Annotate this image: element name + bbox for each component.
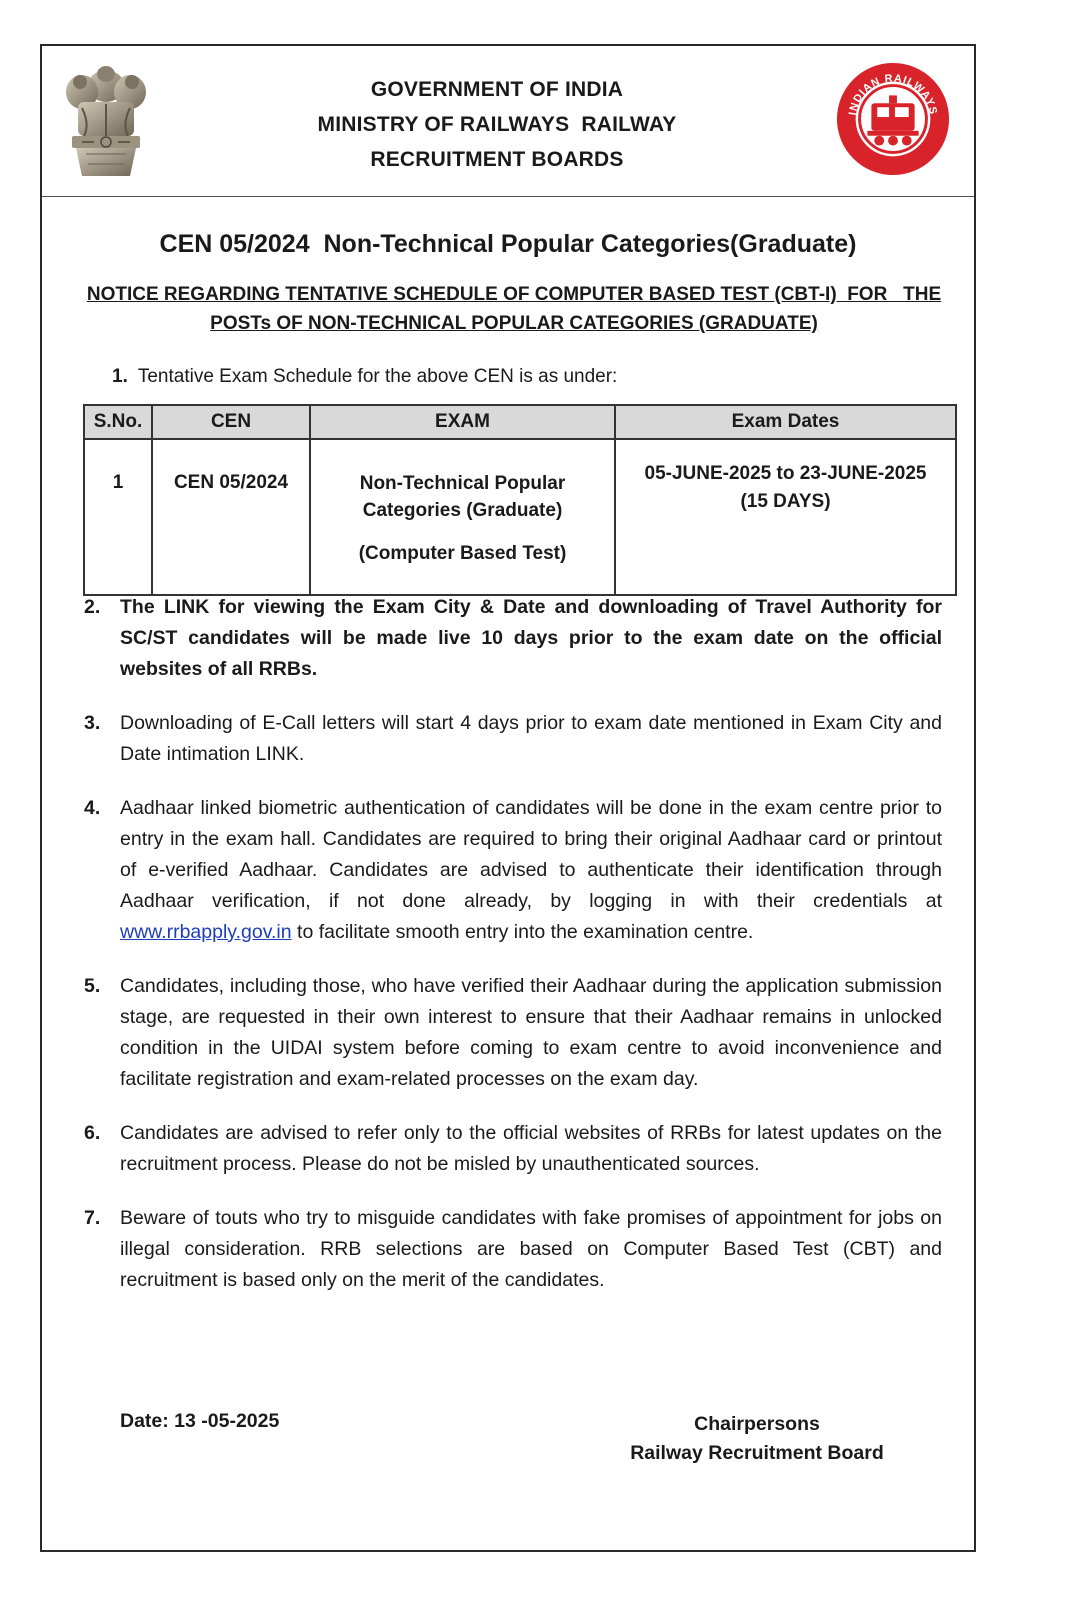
item-number: 6. xyxy=(84,1122,101,1144)
exam-date-range: 05-JUNE-2025 to 23-JUNE-2025 xyxy=(644,463,927,484)
signatory-title: Chairpersons xyxy=(694,1413,820,1435)
column-header-exam: EXAM xyxy=(310,405,615,439)
column-header-sno: S.No. xyxy=(84,405,152,439)
table-header-row xyxy=(84,405,956,439)
exam-schedule-table xyxy=(83,404,957,596)
issue-date: Date: 13 -05-2025 xyxy=(120,1410,280,1432)
instructions-list xyxy=(84,592,942,1319)
point-1-number: 1. xyxy=(112,366,128,387)
letterhead-title xyxy=(202,72,792,177)
indian-railways-logo-icon xyxy=(834,60,952,178)
header-line-1: GOVERNMENT OF INDIA xyxy=(370,78,624,101)
list-item xyxy=(84,592,942,685)
cell-exam-dates xyxy=(615,439,956,595)
item-text: Candidates, including those, who have verified their Aadhaar during the application submission stage, are requested in their own interest to ensure that their Aadhaar remains in unlocked condition in the UIDAI system before coming to exam centre to avoid inconvenience and facilitate registration and exam-related processes on the exam day. xyxy=(120,975,942,1090)
list-item xyxy=(84,708,942,770)
notice-heading-line-2: POSTs OF NON-TECHNICAL POPULAR CATEGORIES (GRADUATE) xyxy=(210,313,818,334)
exam-mode: (Computer Based Test) xyxy=(358,543,567,564)
table-row xyxy=(84,439,956,595)
notice-heading xyxy=(72,280,956,338)
list-item xyxy=(84,1203,942,1296)
list-item xyxy=(84,793,942,948)
cell-sno: 1 xyxy=(84,439,152,595)
column-header-cen: CEN xyxy=(152,405,310,439)
rrbapply-link[interactable]: www.rrbapply.gov.in xyxy=(120,921,292,943)
item-text xyxy=(120,797,942,943)
national-emblem-icon xyxy=(60,64,152,179)
item-number: 5. xyxy=(84,975,101,997)
svg-text:INDIAN RAILWAYS: INDIAN RAILWAYS xyxy=(846,72,940,117)
letterhead xyxy=(42,46,974,197)
point-1-text: Tentative Exam Schedule for the above CEN is as under: xyxy=(137,366,618,387)
item-text: Beware of touts who try to misguide candidates with fake promises of appointment for jobs on illegal consideration. RRB selections are based on Computer Based Test (CBT) and recruitment is based only on the merit of the candidates. xyxy=(120,1207,942,1291)
exam-name-line-1: Non-Technical Popular xyxy=(359,473,566,494)
item-number: 3. xyxy=(84,712,101,734)
header-line-2: MINISTRY OF RAILWAYS RAILWAY xyxy=(317,113,677,136)
list-item xyxy=(84,971,942,1095)
item-text-after-link: to facilitate smooth entry into the examination centre. xyxy=(291,921,754,943)
header-line-3: RECRUITMENT BOARDS xyxy=(370,148,624,171)
notice-heading-line-1: NOTICE REGARDING TENTATIVE SCHEDULE OF COMPUTER BASED TEST (CBT-I) FOR THE xyxy=(86,284,942,305)
item-number: 7. xyxy=(84,1207,101,1229)
item-number: 4. xyxy=(84,797,101,819)
item-text: Downloading of E-Call letters will start 4 days prior to exam date mentioned in Exam City and Date intimation LINK. xyxy=(120,712,942,765)
point-1 xyxy=(112,366,617,388)
exam-duration: (15 DAYS) xyxy=(740,491,831,512)
exam-name-line-2: Categories (Graduate) xyxy=(362,500,563,521)
page-title: CEN 05/2024 Non-Technical Popular Categories(Graduate) xyxy=(159,230,857,258)
signature-block xyxy=(612,1410,902,1468)
item-text: The LINK for viewing the Exam City & Date and downloading of Travel Authority for SC/ST candidates will be made live 10 days prior to the exam date on the official websites of all RRBs. xyxy=(120,596,942,680)
notice-document xyxy=(40,44,976,1552)
cell-cen: CEN 05/2024 xyxy=(152,439,310,595)
list-item xyxy=(84,1118,942,1180)
item-text-before-link: Aadhaar linked biometric authentication of candidates will be done in the exam centre prior to entry in the exam hall. Candidates are required to bring their original Aadhaar card or printout of e-verified Aadhaar. Candidates are advised to authenticate their identification through Aadhaar verification, if not done already, by logging in with their credentials at xyxy=(120,797,942,912)
item-number: 2. xyxy=(84,596,101,618)
cell-exam xyxy=(310,439,615,595)
signatory-organisation: Railway Recruitment Board xyxy=(630,1442,884,1464)
column-header-exam-dates: Exam Dates xyxy=(615,405,956,439)
item-text: Candidates are advised to refer only to the official websites of RRBs for latest updates on the recruitment process. Please do not be misled by unauthenticated sources. xyxy=(120,1122,942,1175)
